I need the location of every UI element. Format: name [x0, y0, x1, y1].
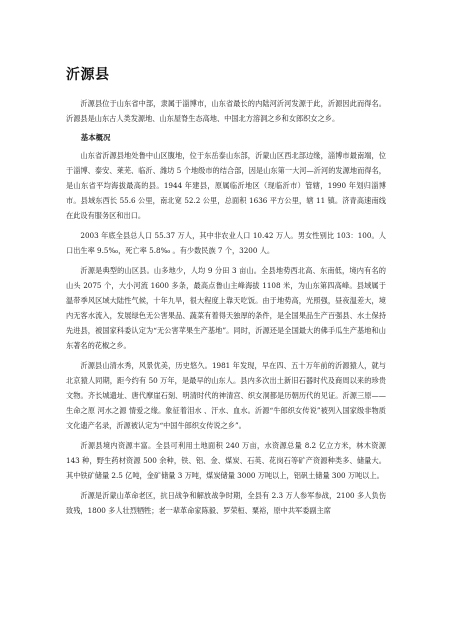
paragraph-location: 山东省沂源县地处鲁中山区腹地，位于东岳泰山东部，沂蒙山区西北部边缘，淄博市最南端，位于淄博、泰安、莱芜、临沂、潍坊 5 个地级市的结合部，因是山东第一大河—沂河的发源地而得名，是山东省平均海拔最高的县。1944 年建县，原属临沂地区（现临沂市）管辖，1990 年划归淄博市。县域东西长 55.6 公里，南北宽 52.2 公里，总面积 1636 平方公里，辖 11 镇。济青高速南线在此设有服务区和出口。 [66, 151, 386, 220]
paragraph-resources: 沂源县境内资源丰富。全县可利用土地面积 240 万亩，水资源总量 8.2 亿立方米，林木资源 143 种，野生药材资源 500 余种，铁、铝、金、煤炭、石英、花岗石等矿产资源种类多、储量大。其中铁矿储量 2.5 亿吨，金矿储量 3 万吨，煤炭储量 3000 万吨以上，铝矾土储量 300 万吨以上。 [66, 441, 386, 480]
intro-paragraph: 沂源县位于山东省中部，隶属于淄博市，山东省最长的内陆河沂河发源于此，沂源因此而得名。沂源县是山东古人类发源地、山东屋脊生态高地、中国北方溶洞之乡和女郎织女之乡。 [66, 99, 386, 123]
document-title: 沂源县 [66, 67, 110, 83]
paragraph-history: 沂源县山清水秀，风景优美，历史悠久。1981 年发现，早在四、五十万年前的沂源猿人，就与北京猿人同期，距今约有 50 万年，是最早的山东人。县内多次出土新旧石器时代及商周以来的珍贵文物。齐长城遗址、唐代摩崖石刻、明清时代的神清宫、织女洞都是历朝历代的见证。沂源三原——生命之原 河水之源 情爱之缘。象征着泪水 、汗水、血水。沂源“牛郎织女传说”被列入国家级非物质文化遗产名录，沂源被认定为“中国牛郎织女传说之乡”。 [66, 361, 386, 430]
paragraph-population: 2003 年底全县总人口 55.37 万人，其中非农业人口 10.42 万人。男女性别比 103：100。人口出生率 9.5‰，死亡率 5.8‰ 。有少数民族 7 个，3200 人。 [66, 231, 386, 255]
paragraph-revolution: 沂源是沂蒙山革命老区，抗日战争和解放战争时期，全县有 2.3 万人参军参战，2100 多人负伤致残，1800 多人壮烈牺牲；老一辈革命家陈毅、罗荣桓、粟裕，原中共军委副主席 [66, 491, 386, 515]
paragraph-terrain: 沂源是典型的山区县。山多地少，人均 9 分田 3 亩山。全县地势西北高、东南低，境内有名的山头 2075 个，大小河流 1600 多条，最高点鲁山主峰海拔 1108 米，为山东第四高峰。县域属于温带季风区域大陆性气候，十年九旱，很大程度上靠天吃饭。由于地势高，光照强，昼夜温差大，境内无客水流入，发展绿色无公害果品、蔬菜有着得天独厚的条件，是全国果品生产百强县、水土保持先进县，被国家科委认定为“无公害苹果生产基地”。同时，沂源还是全国最大的佛手瓜生产基地和山东著名的花椒之乡。 [66, 266, 386, 350]
document-body [66, 96, 386, 523]
section-heading: 基本概况 [80, 133, 111, 142]
